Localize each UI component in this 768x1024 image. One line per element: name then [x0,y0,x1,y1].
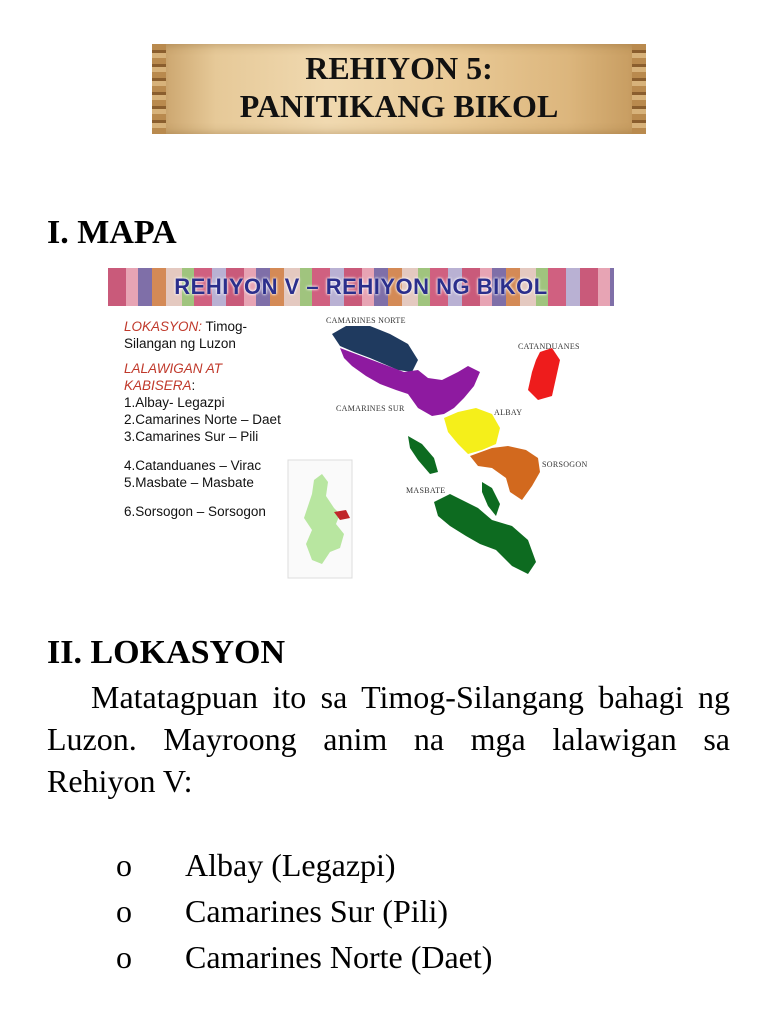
legend-province: 6.Sorsogon – Sorsogon [124,504,266,519]
region-map-image [108,268,614,590]
label-masbate: MASBATE [406,486,446,495]
legend-lalawigan-line-2 [124,377,324,394]
title-banner [158,44,640,134]
map-legend [124,318,324,520]
list-item-text: Camarines Norte (Daet) [185,939,493,975]
bullet-marker: o [116,893,132,929]
legend-province: 2.Camarines Norte – Daet [124,412,281,427]
legend-lalawigan-label-2: KABISERA [124,378,192,393]
bullet-marker: o [116,847,132,883]
label-sorsogon: SORSOGON [542,460,588,469]
legend-colon: : [191,378,196,393]
label-camarines-norte: CAMARINES NORTE [326,316,406,325]
section-heading-mapa: I. MAPA [47,214,177,251]
legend-lokasyon-value-2: Silangan ng Luzon [124,336,236,351]
albay-shape [444,408,500,454]
legend-province: 4.Catanduanes – Virac [124,458,262,473]
legend-spacer [124,445,324,457]
bullet-marker: o [116,939,132,975]
legend-lokasyon-line-1 [124,318,324,335]
map-header-title: REHIYON V – REHIYON NG BIKOL [174,274,548,299]
lokasyon-paragraph: Matatagpuan ito sa Timog-Silangang bahagi ng Luzon. Mayroong anim na mga lalawigan sa Rehiyon V: [47,679,730,799]
legend-lokasyon-value-1: Timog- [202,319,248,334]
legend-province: 3.Camarines Sur – Pili [124,429,259,444]
catanduanes-shape [528,348,560,400]
label-camarines-sur: CAMARINES SUR [336,404,405,413]
title-line-1: REHIYON 5: [305,50,493,86]
label-catanduanes: CATANDUANES [518,342,580,351]
sorsogon-shape [470,446,540,500]
legend-lokasyon-label: LOKASYON: [124,319,203,334]
section-heading-lokasyon: II. LOKASYON [47,634,286,671]
masbate-shape [434,494,536,574]
label-albay: ALBAY [494,408,523,417]
burias-island-shape [408,436,438,474]
ticao-island-shape [482,482,500,516]
list-item-text: Albay (Legazpi) [185,847,396,883]
title-line-2: PANITIKANG BIKOL [239,88,559,124]
legend-lalawigan-label-1: LALAWIGAN AT [124,361,223,376]
list-item-text: Camarines Sur (Pili) [185,893,449,929]
legend-spacer [124,352,324,360]
legend-province: 5.Masbate – Masbate [124,475,254,490]
legend-province: 1.Albay- Legazpi [124,395,225,410]
legend-spacer [124,491,324,503]
